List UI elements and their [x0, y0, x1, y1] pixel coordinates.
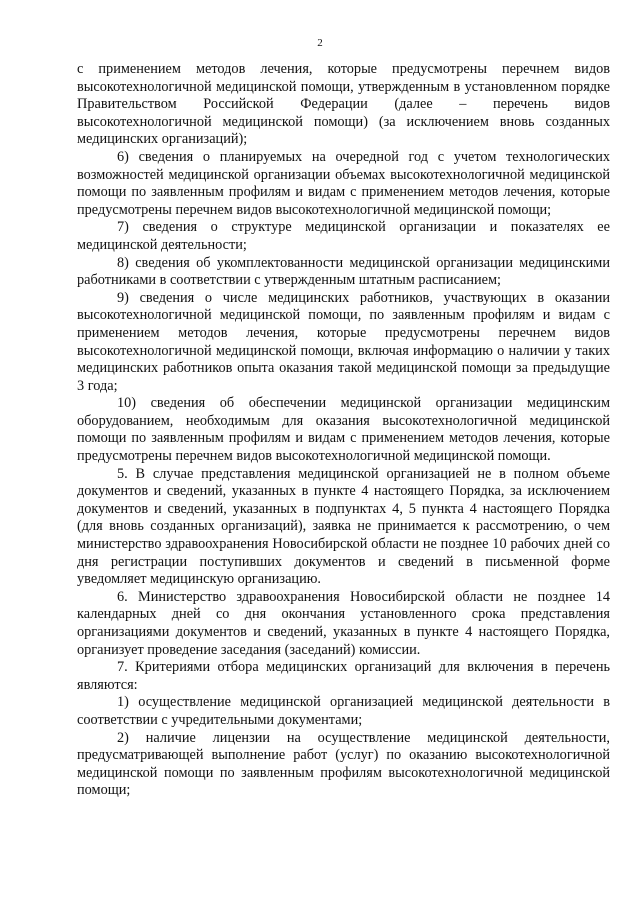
- paragraph-item-10: 10) сведения об обеспечении медицинской организации медицинским оборудованием, необходимым для оказания высокотехнологичной медицинской помощи по заявленным профилям и видам с применением методов лечения, которые предусмотрены перечнем видов высокотехнологичной медицинской помощи.: [77, 395, 610, 465]
- paragraph-item-6: 6) сведения о планируемых на очередной год с учетом технологических возможностей медицинской организации объемах высокотехнологичной медицинской помощи по заявленным профилям и видам с применением методов лечения, которые предусмотрены перечнем видов высокотехнологичной медицинской помощи;: [77, 148, 610, 218]
- paragraph-continuation: с применением методов лечения, которые предусмотрены перечнем видов высокотехнологичной медицинской помощи, утвержденным в установленном порядке Правительством Российской Федерации (далее – перечень видов высокотехнологичной медицинской помощи) (за исключением вновь созданных медицинских организаций);: [77, 61, 610, 148]
- paragraph-item-8: 8) сведения об укомплектованности медицинской организации медицинскими работниками в соответствии с утвержденным штатным расписанием;: [77, 254, 610, 289]
- paragraph-clause-5: 5. В случае представления медицинской организацией не в полном объеме документов и сведений, указанных в пункте 4 настоящего Порядка, за исключением документов и сведений, указанных в подпунктах 4, 5 пункта 4 настоящего Порядка (для вновь созданных организаций), заявка не принимается к рассмотрению, о чем министерство здравоохранения Новосибирской области не позднее 10 рабочих дней со дня регистрации поступивших документов и сведений в письменной форме уведомляет медицинскую организацию.: [77, 465, 610, 588]
- paragraph-item-9: 9) сведения о числе медицинских работников, участвующих в оказании высокотехнологичной медицинской помощи, по заявленным профилям и видам с применением методов лечения, которые предусмотрены перечнем видов высокотехнологичной медицинской помощи, включая информацию о наличии у таких медицинских работников опыта оказания такой медицинской помощи за предыдущие 3 года;: [77, 289, 610, 394]
- paragraph-clause-6: 6. Министерство здравоохранения Новосибирской области не позднее 14 календарных дней со дня окончания установленного срока представления организациями документов и сведений, указанных в пункте 4 настоящего Порядка, организует проведение заседания (заседаний) комиссии.: [77, 588, 610, 658]
- paragraph-criterion-2: 2) наличие лицензии на осуществление медицинской деятельности, предусматривающей выполнение работ (услуг) по оказанию высокотехнологичной медицинской помощи по заявленным профилям высокотехнологичной медицинской помощи;: [77, 729, 610, 799]
- document-body: [77, 61, 610, 800]
- paragraph-item-7: 7) сведения о структуре медицинской организации и показателях ее медицинской деятельности;: [77, 219, 610, 253]
- paragraph-clause-7: 7. Критериями отбора медицинских организаций для включения в перечень являются:: [77, 659, 610, 693]
- paragraph-criterion-1: 1) осуществление медицинской организацией медицинской деятельности в соответствии с учредительными документами;: [77, 694, 610, 728]
- page-number: 2: [317, 37, 323, 49]
